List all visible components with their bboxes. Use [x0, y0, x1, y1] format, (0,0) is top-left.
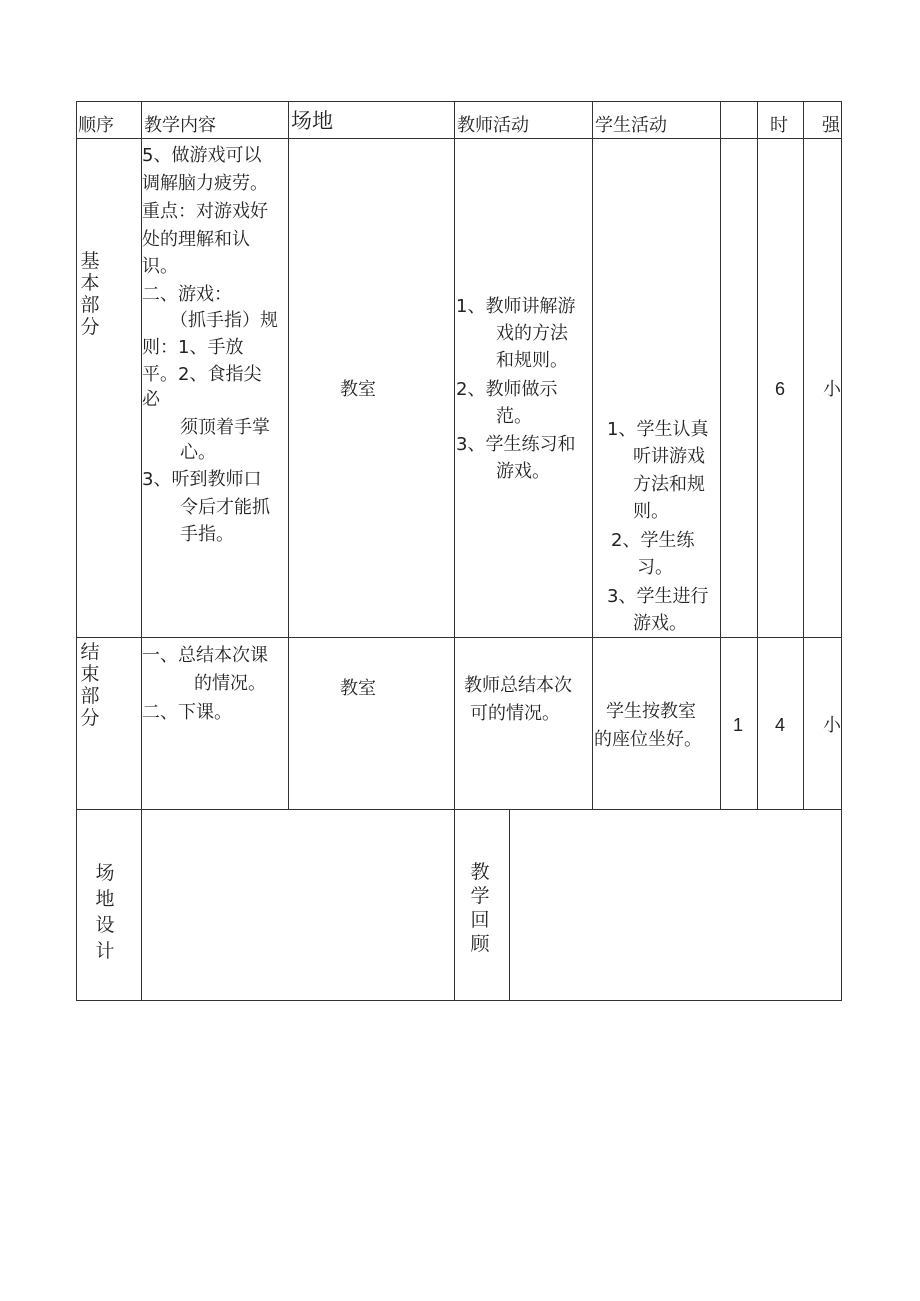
basic-content-line: 5、做游戏可以 — [142, 145, 262, 166]
basic-teacher-line: 戏的方法 — [496, 323, 568, 344]
ending-time: 4 — [775, 715, 786, 735]
table-right-border — [841, 101, 842, 1001]
basic-content-line: 识。 — [142, 256, 178, 277]
basic-content-line: 则：1、手放 — [142, 337, 244, 358]
ending-student-line: 学生按教室 — [606, 701, 696, 722]
basic-content-line: （抓手指）规 — [170, 310, 278, 331]
table-top-border — [76, 101, 842, 102]
header-venue: 场地 — [291, 109, 333, 133]
basic-time: 6 — [775, 379, 786, 399]
basic-student-line: 听讲游戏 — [633, 446, 705, 467]
ending-content-cell — [142, 639, 288, 809]
basic-student-line: 习。 — [637, 557, 673, 578]
header-time: 时 — [770, 115, 788, 136]
col-divider-content — [288, 101, 289, 810]
basic-content-line: 心。 — [180, 442, 216, 463]
teaching-review-label: 教学回顾 — [470, 861, 490, 955]
ending-content-line: 一、总结本次课 — [142, 645, 268, 666]
basic-student-cell — [593, 140, 720, 637]
basic-content-line: 重点：对游戏好 — [142, 201, 268, 222]
venue-design-label: 场地设计 — [95, 862, 115, 962]
header-intensity: 强 — [822, 115, 840, 136]
ending-student-line: 的座位坐好。 — [594, 729, 702, 750]
col-divider-count — [757, 101, 758, 810]
basic-teacher-line: 范。 — [496, 406, 532, 427]
col-divider-student — [720, 101, 721, 810]
col-divider-time — [803, 101, 804, 810]
basic-student-line: 3、学生进行 — [607, 586, 709, 607]
basic-student-line: 则。 — [633, 501, 669, 522]
basic-teacher-cell — [455, 140, 592, 637]
header-order: 顺序 — [78, 115, 114, 136]
basic-content-line: 处的理解和认 — [142, 229, 250, 250]
section-label-ending: 结束部分 — [80, 641, 100, 729]
ending-content-line: 二、下课。 — [142, 702, 232, 723]
basic-content-cell — [142, 140, 288, 637]
header-teacher: 教师活动 — [457, 115, 529, 136]
basic-teacher-line: 游戏。 — [496, 461, 550, 482]
header-student: 学生活动 — [595, 115, 667, 136]
basic-teacher-line: 1、教师讲解游 — [456, 296, 576, 317]
basic-teacher-line: 和规则。 — [496, 350, 568, 371]
basic-content-line: 手指。 — [180, 524, 234, 545]
basic-student-line: 2、学生练 — [611, 530, 695, 551]
ending-venue: 教室 — [340, 678, 376, 699]
basic-venue: 教室 — [340, 379, 376, 400]
basic-content-line: 平。2、食指尖 — [142, 364, 262, 385]
ending-student-cell — [593, 639, 720, 809]
section-label-basic: 基本部分 — [80, 250, 100, 338]
ending-content-line: 的情况。 — [194, 673, 266, 694]
basic-intensity: 小 — [823, 379, 841, 400]
basic-content-line: 3、听到教师口 — [142, 469, 262, 490]
ending-teacher-line: 教师总结本次 — [464, 675, 572, 696]
basic-teacher-line: 2、教师做示 — [456, 379, 558, 400]
header-content: 教学内容 — [144, 115, 216, 136]
ending-teacher-cell — [455, 639, 592, 809]
basic-student-line: 1、学生认真 — [607, 419, 709, 440]
basic-section-bottom-border — [76, 637, 842, 638]
basic-teacher-line: 3、学生练习和 — [456, 434, 576, 455]
ending-section-bottom-border — [76, 809, 842, 810]
basic-content-line: 令后才能抓 — [180, 497, 270, 518]
ending-intensity: 小 — [823, 715, 841, 736]
ending-count: 1 — [733, 715, 744, 735]
basic-content-line: 二、游戏： — [142, 284, 232, 305]
ending-teacher-line: 可的情况。 — [470, 703, 560, 724]
table-left-border — [76, 101, 77, 1001]
basic-content-line: 调解脑力疲劳。 — [142, 173, 268, 194]
table-bottom-border — [76, 1000, 842, 1001]
basic-student-line: 游戏。 — [633, 613, 687, 634]
basic-content-line: 必 — [142, 389, 160, 410]
col-divider-review — [509, 810, 510, 1001]
basic-student-line: 方法和规 — [633, 474, 705, 495]
basic-content-line: 须顶着手掌 — [180, 417, 270, 438]
